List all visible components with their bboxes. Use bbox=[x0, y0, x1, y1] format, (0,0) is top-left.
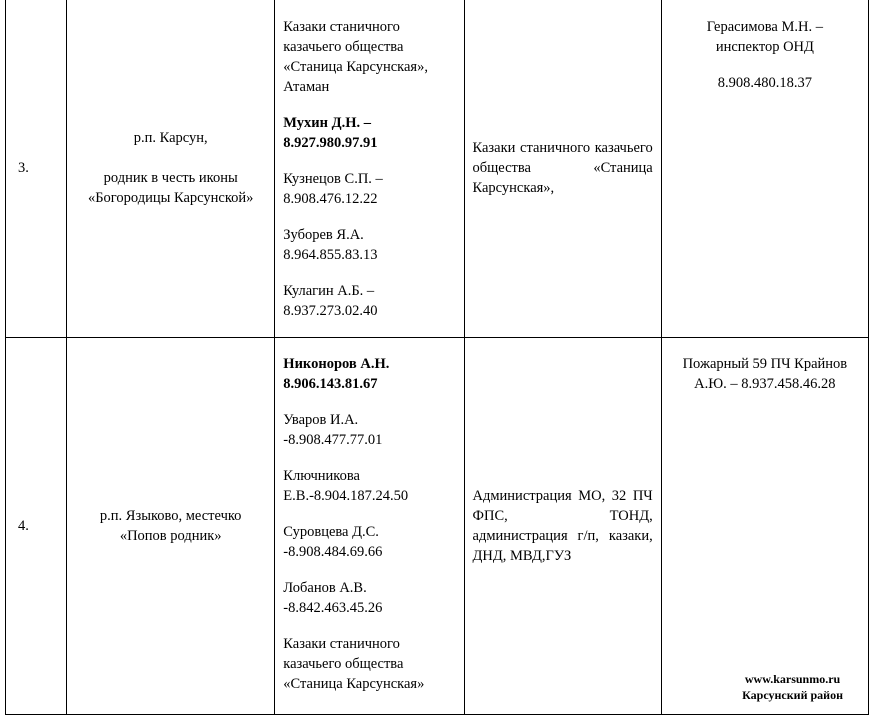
table-row bbox=[6, 0, 869, 338]
location-cell bbox=[67, 338, 275, 715]
org-line: Казаки станичного bbox=[283, 636, 400, 652]
forces-text: Администрация МО, 32 ПЧ ФПС, ТОНД, администрация г/п, казаки, ДНД, МВД,ГУЗ bbox=[472, 488, 653, 564]
location-line: «Богородицы Карсунской» bbox=[87, 190, 254, 206]
row-number: 4. bbox=[18, 518, 29, 534]
forces-text: Казаки станичного казачьего общества «Станица Карсунская», bbox=[472, 140, 653, 196]
responsible-person bbox=[283, 113, 453, 153]
responsible-person bbox=[283, 410, 453, 450]
responsible-person bbox=[283, 281, 453, 321]
contact-line: Пожарный 59 ПЧ Крайнов bbox=[682, 356, 848, 372]
person-phone: -8.842.463.45.26 bbox=[283, 600, 383, 616]
person-phone: 8.927.980.97.91 bbox=[283, 135, 378, 151]
contact-cell bbox=[661, 338, 868, 715]
person-name: Никоноров А.Н. bbox=[283, 356, 390, 372]
person-name: Уваров И.А. bbox=[283, 412, 359, 428]
responsible-person bbox=[283, 522, 453, 562]
contact-phone: 8.908.480.18.37 bbox=[717, 75, 812, 91]
contact-cell bbox=[661, 0, 868, 338]
watermark bbox=[742, 671, 843, 703]
location-line: «Попов родник» bbox=[119, 528, 222, 544]
table-row bbox=[6, 338, 869, 715]
row-number-cell bbox=[6, 0, 67, 338]
org-line: казачьего общества bbox=[283, 39, 404, 55]
person-name: Лобанов А.В. bbox=[283, 580, 367, 596]
person-name: Кузнецов С.П. – bbox=[283, 171, 383, 187]
person-phone: Е.В.-8.904.187.24.50 bbox=[283, 488, 409, 504]
person-name: Мухин Д.Н. – bbox=[283, 115, 372, 131]
org-line: «Станица Карсунская» bbox=[283, 676, 425, 692]
person-phone: -8.908.477.77.01 bbox=[283, 432, 383, 448]
person-phone: 8.964.855.83.13 bbox=[283, 247, 378, 263]
forces-cell bbox=[464, 0, 661, 338]
location-cell bbox=[67, 0, 275, 338]
person-name: Зуборев Я.А. bbox=[283, 227, 364, 243]
location-line: родник в честь иконы bbox=[103, 170, 238, 186]
org-line: Атаман bbox=[283, 79, 330, 95]
location-line bbox=[67, 148, 274, 168]
person-phone: 8.908.476.12.22 bbox=[283, 191, 378, 207]
person-name: Кулагин А.Б. – bbox=[283, 283, 375, 299]
location-line: р.п. Языково, местечко bbox=[99, 508, 242, 524]
responsible-org bbox=[283, 17, 453, 97]
responsible-cell bbox=[275, 0, 464, 338]
contact-line: инспектор ОНД bbox=[715, 39, 814, 55]
responsible-person bbox=[283, 466, 453, 506]
org-line: «Станица Карсунская», bbox=[283, 59, 428, 75]
person-phone: -8.908.484.69.66 bbox=[283, 544, 383, 560]
person-name: Суровцева Д.С. bbox=[283, 524, 379, 540]
forces-cell bbox=[464, 338, 661, 715]
org-line: казачьего общества bbox=[283, 656, 404, 672]
responsible-person bbox=[283, 354, 453, 394]
watermark-district: Карсунский район bbox=[742, 688, 843, 702]
contact-line: А.Ю. – 8.937.458.46.28 bbox=[694, 376, 836, 392]
watermark-site: www.karsunmo.ru bbox=[744, 672, 841, 686]
responsible-person bbox=[283, 169, 453, 209]
responsible-cell bbox=[275, 338, 464, 715]
responsible-org bbox=[283, 634, 453, 694]
schedule-table bbox=[5, 0, 869, 715]
row-number: 3. bbox=[18, 160, 29, 176]
org-line: Казаки станичного bbox=[283, 19, 400, 35]
responsible-person bbox=[283, 225, 453, 265]
location-line: р.п. Карсун, bbox=[133, 130, 208, 146]
person-phone: 8.906.143.81.67 bbox=[283, 376, 378, 392]
row-number-cell bbox=[6, 338, 67, 715]
responsible-person bbox=[283, 578, 453, 618]
contact-line: Герасимова М.Н. – bbox=[706, 19, 823, 35]
person-phone: 8.937.273.02.40 bbox=[283, 303, 378, 319]
person-name: Ключникова bbox=[283, 468, 360, 484]
